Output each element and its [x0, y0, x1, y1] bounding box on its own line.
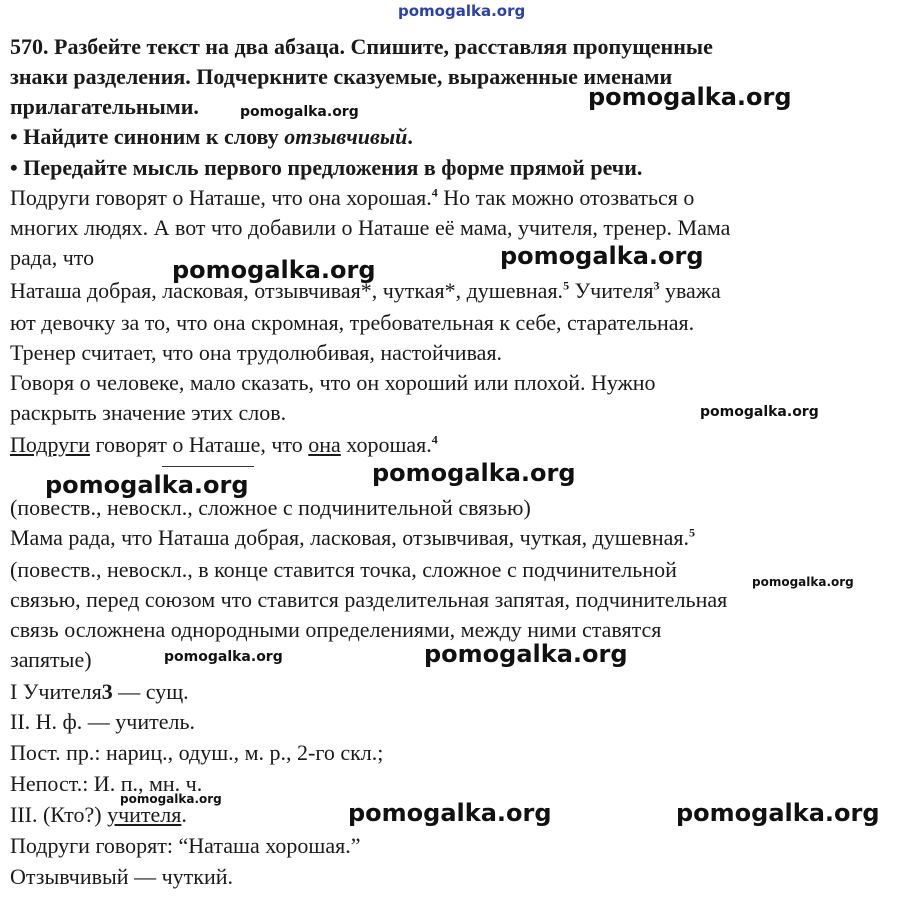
text-line: ют девочку за то, что она скромная, требовательная к себе, старательная.: [10, 310, 695, 335]
task-bullet-direct-speech: • Передайте мысль первого предложения в форме прямой речи.: [10, 155, 643, 180]
text-line: раскрыть значение этих слов.: [10, 400, 287, 425]
watermark: pomogalka.org: [424, 640, 628, 668]
text-line: многих людях. А вот что добавили о Наташе её мама, учителя, тренер. Мама: [10, 215, 731, 240]
watermark: pomogalka.org: [164, 649, 283, 665]
watermark: pomogalka.org: [348, 799, 552, 827]
watermark: pomogalka.org: [172, 256, 376, 284]
task-bullet-synonym: • Найдите синоним к слову отзывчивый.: [10, 124, 413, 149]
predicate-underline: [162, 466, 254, 467]
analysis-note: связью, перед союзом что ставится разделительная запятая, подчинительная: [10, 587, 728, 612]
analysis-note: связь осложнена однородными определениями, между ними ставятся: [10, 617, 662, 642]
watermark: pomogalka.org: [500, 242, 704, 270]
text-line: рада, что: [10, 245, 95, 270]
analysis-note: (повеств., невоскл., в конце ставится точка, сложное с подчинительной: [10, 557, 677, 582]
watermark: pomogalka.org: [120, 792, 222, 806]
morph-line: II. Н. ф. — учитель.: [10, 709, 196, 734]
morph-line: Непост.: И. п., мн. ч.: [10, 771, 203, 796]
direct-speech-answer: Подруги говорят: “Наташа хорошая.”: [10, 833, 361, 858]
synonym-answer: Отзывчивый — чуткий.: [10, 864, 233, 889]
subject: Подруги: [10, 432, 90, 457]
text-line: Наташа добрая, ласковая, отзывчивая*, чуткая*, душевная.$^5$ Учителя$^3$ уважа: [10, 278, 721, 303]
subject: она: [308, 432, 341, 457]
morph-line: I Учителя3 — сущ.: [10, 679, 189, 704]
analysis-note: (повеств., невоскл., сложное с подчинительной связью): [10, 495, 531, 520]
analysis-sentence-2: Мама рада, что Наташа добрая, ласковая, отзывчивая, чуткая, душевная.$^5$: [10, 525, 696, 550]
task-line-3: прилагательными.: [10, 94, 199, 119]
watermark: pomogalka.org: [45, 471, 249, 499]
watermark: pomogalka.org: [372, 459, 576, 487]
watermark: pomogalka.org: [700, 404, 819, 420]
task-line-1: 570. Разбейте текст на два абзаца. Спишите, расставляя пропущенные: [10, 34, 713, 59]
morph-line: III. (Кто?) учителя.: [10, 802, 187, 827]
text-line: Говоря о человеке, мало сказать, что он хороший или плохой. Нужно: [10, 370, 656, 395]
watermark: pomogalka.org: [398, 2, 526, 20]
morph-line: Пост. пр.: нариц., одуш., м. р., 2-го скл.;: [10, 740, 384, 765]
text-line: Тренер считает, что она трудолюбивая, настойчивая.: [10, 340, 503, 365]
analysis-note: запятые): [10, 647, 92, 672]
watermark: pomogalka.org: [676, 799, 880, 827]
task-line-2: знаки разделения. Подчеркните сказуемые, выраженные именами: [10, 64, 673, 89]
watermark: pomogalka.org: [588, 83, 792, 111]
watermark: pomogalka.org: [240, 104, 359, 120]
watermark: pomogalka.org: [752, 575, 854, 589]
text-line: Подруги говорят о Наташе, что она хорошая.$^4$ Но так можно отозваться о: [10, 185, 695, 210]
analysis-sentence-1: Подруги говорят о Наташе, что она хорошая.$^4$: [10, 432, 438, 457]
